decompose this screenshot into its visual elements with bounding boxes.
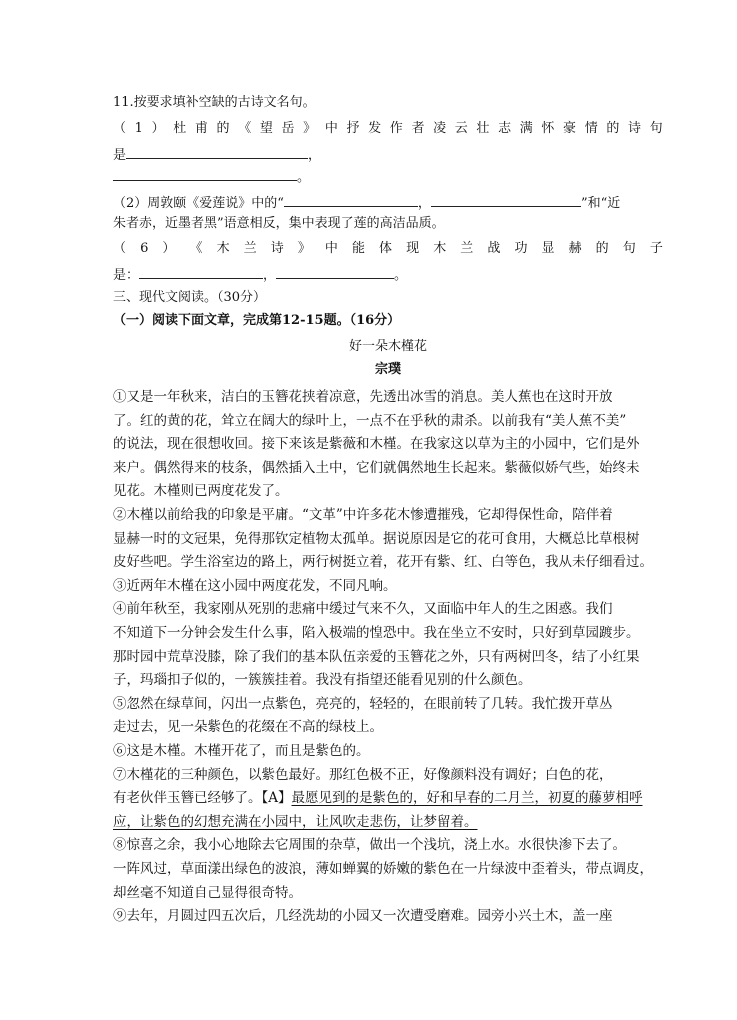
article-line: ⑦木槿花的三种颜色，以紫色最好。那红色极不正，好像颜料没有调好；白色的花， (113, 766, 613, 783)
article-line: 子，玛瑙扣子似的，一簇簇挂着。我没有指望还能看见别的什么颜色。 (113, 672, 532, 689)
answer-blank[interactable] (139, 264, 263, 279)
q11-item1-line1: （ 1 ） 杜 甫 的 《 望 岳 》 中 抒 发 作 者 凌 云 壮 志 满 怀 豪 情 的 诗 句 (113, 121, 663, 136)
article-line: 走过去，见一朵紫色的花缀在不高的绿枝上。 (113, 719, 383, 736)
article-line (113, 813, 478, 831)
article-line: ⑨去年，月圆过四五次后，几经洗劫的小园又一次遭受磨难。园旁小兴土木，盖一座 (113, 908, 613, 925)
answer-blank[interactable] (113, 166, 297, 181)
comma: ， (417, 196, 431, 211)
article-line: 显赫一时的文冠果，免得那钦定植物太孤单。据说原因是它的花可食用，大概总比草根树 (113, 530, 640, 547)
section-heading: 三、现代文阅读。（30分） (113, 290, 267, 305)
article-line-prefix: 有老伙伴玉簪已经够了。【A】 (113, 790, 292, 807)
article-line: 来户。偶然得来的枝条，偶然插入土中，它们就偶然地生长起来。紫薇似娇气些，始终未 (113, 459, 640, 476)
article-line: ③近两年木槿在这小园中两度花发，不同凡响。 (113, 577, 397, 594)
q11-item2-line1 (113, 192, 620, 213)
underlined-sentence-a: 最愿见到的是紫色的，好和早春的二月兰，初夏的藤萝相呼 (291, 790, 643, 807)
article-author: 宗璞 (374, 362, 401, 377)
sub-heading: （一）阅读下面文章，完成第12-15题。（16分） (113, 313, 401, 328)
q11-item6-line2 (113, 264, 407, 285)
period: 。 (297, 170, 311, 185)
article-line: 不知道下一分钟会发生什么事，陷入极端的惶恐中。我在坐立不安时，只好到草园踱步。 (113, 625, 640, 641)
answer-blank[interactable] (126, 144, 308, 159)
q11-item6-line1: （ 6 ） 《 木 兰 诗 》 中 能 体 现 木 兰 战 功 显 赫 的 句 子 (113, 241, 663, 256)
comma: ， (263, 268, 277, 283)
article-line: 皮好些吧。学生浴室边的路上，两行树挺立着，花开有紫、红、白等色，我从未仔细看过。 (113, 554, 653, 571)
underlined-sentence-a: 应，让紫色的幻想充满在小园中，让风吹走悲伤，让梦留着。 (113, 813, 478, 830)
q11-item1-line2 (113, 144, 321, 165)
article-line: 那时园中荒草没膝，除了我们的基本队伍亲爱的玉簪花之外，只有两树凹冬，结了小红果 (113, 648, 640, 665)
article-line (113, 789, 643, 807)
answer-blank[interactable] (284, 192, 418, 207)
article-line: 的说法，现在很想收回。接下来该是紫薇和木槿。在我家这以草为主的小园中，它们是外 (113, 436, 640, 453)
article-line: ④前年秋至，我家刚从死别的悲痛中缓过气来不久，又面临中年人的生之困惑。我们 (113, 601, 613, 618)
article-line: ⑥这是木槿。木槿开花了，而且是紫色的。 (113, 743, 370, 759)
q11-item2-suffix: ”和“近 (580, 196, 621, 211)
article-line: 却丝毫不知道自己显得很奇特。 (113, 884, 302, 901)
article-line: 了。红的黄的花，耸立在阔大的绿叶上，一点不在乎秋的肃杀。以前我有“美人蕉不美” (113, 412, 627, 429)
q11-item1-line3 (113, 166, 310, 187)
article-line: ①又是一年秋来，洁白的玉簪花挟着凉意，先透出冰雪的消息。美人蕉也在这时开放 (113, 389, 613, 405)
q11-title: 11.按要求填补空缺的古诗文名句。 (113, 95, 316, 110)
article-line: ⑤忽然在绿草间，闪出一点紫色，亮亮的，轻轻的，在眼前转了几转。我忙拨开草丛 (113, 695, 613, 712)
answer-blank[interactable] (276, 264, 394, 279)
article-line: ⑧惊喜之余，我小心地除去它周围的杂草，做出一个浅坑，浇上水。水很快渗下去了。 (113, 837, 626, 854)
article-line: 一阵风过，草面漾出绿色的波浪，薄如蝉翼的娇嫩的紫色在一片绿波中歪着头，带点调皮， (113, 861, 653, 877)
q11-item2-line2: 朱者赤，近墨者黑”语意相反，集中表现了莲的高洁品质。 (113, 216, 445, 231)
article-line: 见花。木槿则已两度花发了。 (113, 483, 289, 500)
answer-blank[interactable] (431, 192, 581, 207)
q11-item6-prefix: 是： (113, 268, 140, 283)
q11-item2-prefix: （2）周敦颐《爱莲说》中的“ (113, 196, 284, 211)
comma: ， (308, 148, 322, 163)
q11-item1-prefix: 是 (113, 148, 127, 163)
period: 。 (394, 268, 408, 283)
article-line: ②木槿以前给我的印象是平庸。“文革”中许多花木惨遭摧残，它却得保性命，陪伴着 (113, 507, 613, 523)
article-title: 好一朵木槿花 (348, 339, 427, 354)
